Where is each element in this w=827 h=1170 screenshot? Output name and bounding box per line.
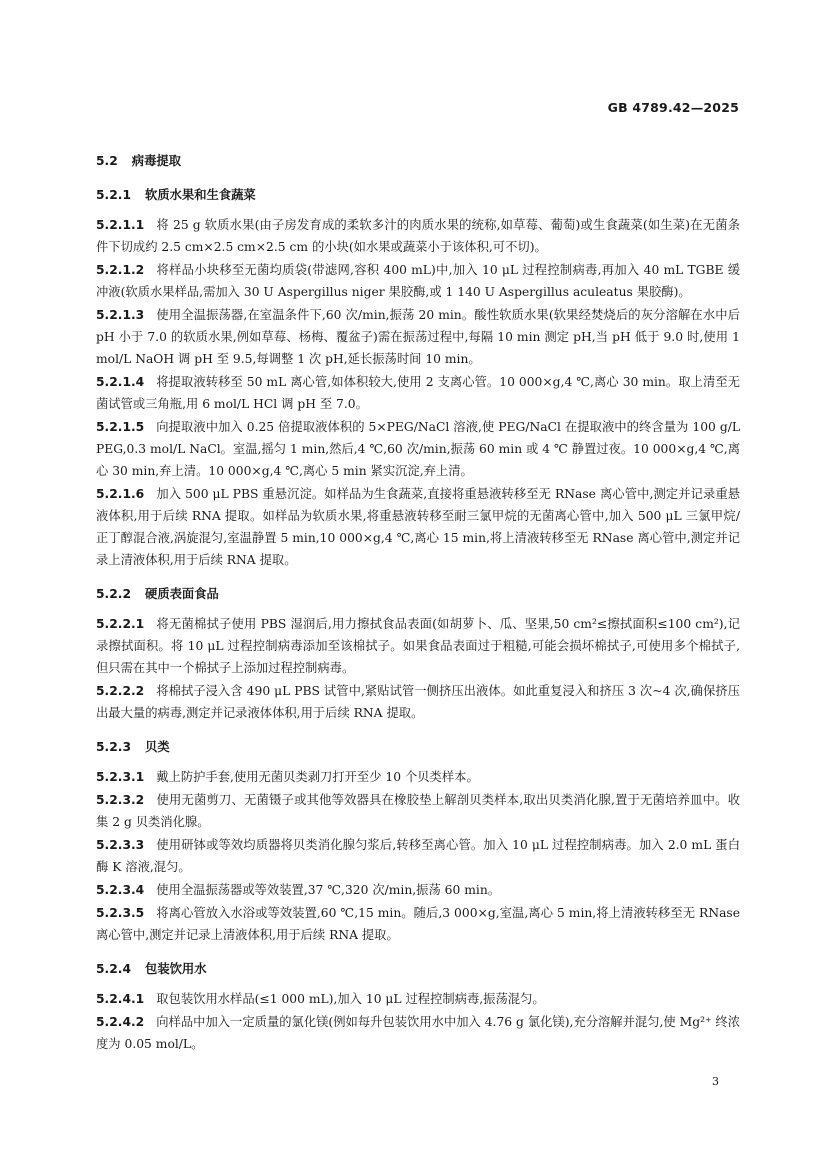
section-heading xyxy=(96,958,740,980)
paragraph-text: 将棉拭子浸入含 490 μL PBS 试管中,紧贴试管一侧挤压出液体。如此重复浸入和挤压 3 次~4 次,确保挤压出最大量的病毒,测定并记录液体体积,用于后续 RNA 提取。 xyxy=(96,684,740,720)
paragraph-text: 使用全温振荡器或等效装置,37 ℃,320 次/min,振荡 60 min。 xyxy=(156,883,501,897)
paragraph-text: 将样品小块移至无菌均质袋(带滤网,容积 400 mL)中,加入 10 μL 过程控制病毒,再加入 40 mL TGBE 缓冲液(软质水果样品,需加入 30 U Aspergillus niger 果胶酶,或 1 140 U Aspergillus aculeatus 果胶酶)。 xyxy=(96,263,740,299)
clause-number: 5.2.1 xyxy=(96,188,132,202)
clause-paragraph xyxy=(96,371,740,415)
heading-text: 硬质表面食品 xyxy=(145,587,219,601)
clause-paragraph xyxy=(96,214,740,258)
document-body xyxy=(96,138,740,1056)
clause-number: 5.2.1.1 xyxy=(96,218,145,232)
section-heading xyxy=(96,150,740,172)
clause-number: 5.2.2 xyxy=(96,587,132,601)
section-heading xyxy=(96,184,740,206)
clause-number: 5.2.1.4 xyxy=(96,375,145,389)
clause-number: 5.2.4.2 xyxy=(96,1015,145,1029)
clause-number: 5.2 xyxy=(96,154,118,168)
clause-paragraph xyxy=(96,483,740,571)
clause-paragraph xyxy=(96,1011,740,1055)
clause-paragraph xyxy=(96,988,740,1010)
paragraph-text: 加入 500 μL PBS 重悬沉淀。如样品为生食蔬菜,直接将重悬液转移至无 RNase 离心管中,测定并记录重悬液体积,用于后续 RNA 提取。如样品为软质水果,将重悬液转移至耐三氯甲烷的无菌离心管中,加入 500 μL 三氯甲烷/正丁醇混合液,涡旋混匀,室温静置 5 min,10 000×g,4 ℃,离心 15 min,将上清液转移至无 RNase 离心管中,测定并记录上清液体积,用于后续 RNA 提取。 xyxy=(96,487,740,567)
clause-number: 5.2.1.2 xyxy=(96,263,145,277)
heading-text: 病毒提取 xyxy=(131,154,181,168)
clause-number: 5.2.2.2 xyxy=(96,684,145,698)
section-heading xyxy=(96,736,740,758)
clause-number: 5.2.1.6 xyxy=(96,487,145,501)
page-number: 3 xyxy=(712,1075,719,1088)
clause-paragraph xyxy=(96,902,740,946)
paragraph-text: 使用无菌剪刀、无菌镊子或其他等效器具在橡胶垫上解剖贝类样本,取出贝类消化腺,置于无菌培养皿中。收集 2 g 贝类消化腺。 xyxy=(96,793,740,829)
clause-paragraph xyxy=(96,766,740,788)
clause-paragraph xyxy=(96,416,740,482)
paragraph-text: 戴上防护手套,使用无菌贝类剥刀打开至少 10 个贝类样本。 xyxy=(156,770,479,784)
clause-number: 5.2.3 xyxy=(96,740,132,754)
heading-text: 包装饮用水 xyxy=(145,962,207,976)
clause-paragraph xyxy=(96,259,740,303)
section-heading xyxy=(96,583,740,605)
clause-paragraph xyxy=(96,834,740,878)
paragraph-text: 将离心管放入水浴或等效装置,60 ℃,15 min。随后,3 000×g,室温,离心 5 min,将上清液转移至无 RNase 离心管中,测定并记录上清液体积,用于后续 RNA 提取。 xyxy=(96,906,740,942)
clause-number: 5.2.3.4 xyxy=(96,883,145,897)
paragraph-text: 向提取液中加入 0.25 倍提取液体积的 5×PEG/NaCl 溶液,使 PEG/NaCl 在提取液中的终含量为 100 g/L PEG,0.3 mol/L NaCl。室温,摇匀 1 min,然后,4 ℃,60 次/min,振荡 60 min 或 4 ℃ 静置过夜。10 000×g,4 ℃,离心 30 min,弃上清。10 000×g,4 ℃,离心 5 min 紧实沉淀,弃上清。 xyxy=(96,420,740,478)
heading-text: 软质水果和生食蔬菜 xyxy=(145,188,256,202)
heading-text: 贝类 xyxy=(145,740,170,754)
clause-number: 5.2.1.5 xyxy=(96,420,145,434)
clause-number: 5.2.3.1 xyxy=(96,770,145,784)
clause-number: 5.2.3.5 xyxy=(96,906,145,920)
clause-number: 5.2.3.3 xyxy=(96,838,145,852)
clause-number: 5.2.4.1 xyxy=(96,992,145,1006)
clause-paragraph xyxy=(96,613,740,679)
paragraph-text: 将无菌棉拭子使用 PBS 湿润后,用力擦拭食品表面(如胡萝卜、瓜、坚果,50 cm²≤擦拭面积≤100 cm²),记录擦拭面积。将 10 μL 过程控制病毒添加至该棉拭子。如果食品表面过于粗糙,可能会损坏棉拭子,可使用多个棉拭子,但只需在其中一个棉拭子上添加过程控制病毒。 xyxy=(96,617,740,675)
paragraph-text: 使用研钵或等效均质器将贝类消化腺匀浆后,转移至离心管。加入 10 μL 过程控制病毒。加入 2.0 mL 蛋白酶 K 溶液,混匀。 xyxy=(96,838,740,874)
paragraph-text: 使用全温振荡器,在室温条件下,60 次/min,振荡 20 min。酸性软质水果(软果经焚烧后的灰分溶解在水中后 pH 小于 7.0 的软质水果,例如草莓、杨梅、覆盆子)需在振荡过程中,每隔 10 min 测定 pH,当 pH 低于 9.0 时,使用 1 mol/L NaOH 调 pH 至 9.5,每调整 1 次 pH,延长振荡时间 10 min。 xyxy=(96,308,740,366)
clause-number: 5.2.4 xyxy=(96,962,132,976)
paragraph-text: 取包装饮用水样品(≤1 000 mL),加入 10 μL 过程控制病毒,振荡混匀。 xyxy=(156,992,545,1006)
standard-number: GB 4789.42—2025 xyxy=(607,100,739,115)
clause-paragraph xyxy=(96,304,740,370)
clause-number: 5.2.2.1 xyxy=(96,617,145,631)
paragraph-text: 将 25 g 软质水果(由子房发育成的柔软多汁的肉质水果的统称,如草莓、葡萄)或生食蔬菜(如生菜)在无菌条件下切成约 2.5 cm×2.5 cm×2.5 cm 的小块(如水果或蔬菜小于该体积,可不切)。 xyxy=(96,218,740,254)
clause-paragraph xyxy=(96,789,740,833)
paragraph-text: 向样品中加入一定质量的氯化镁(例如每升包装饮用水中加入 4.76 g 氯化镁),充分溶解并混匀,使 Mg²⁺ 终浓度为 0.05 mol/L。 xyxy=(96,1015,740,1051)
clause-paragraph xyxy=(96,879,740,901)
paragraph-text: 将提取液转移至 50 mL 离心管,如体积较大,使用 2 支离心管。10 000×g,4 ℃,离心 30 min。取上清至无菌试管或三角瓶,用 6 mol/L HCl 调 pH 至 7.0。 xyxy=(96,375,740,411)
clause-paragraph xyxy=(96,680,740,724)
clause-number: 5.2.1.3 xyxy=(96,308,145,322)
clause-number: 5.2.3.2 xyxy=(96,793,145,807)
